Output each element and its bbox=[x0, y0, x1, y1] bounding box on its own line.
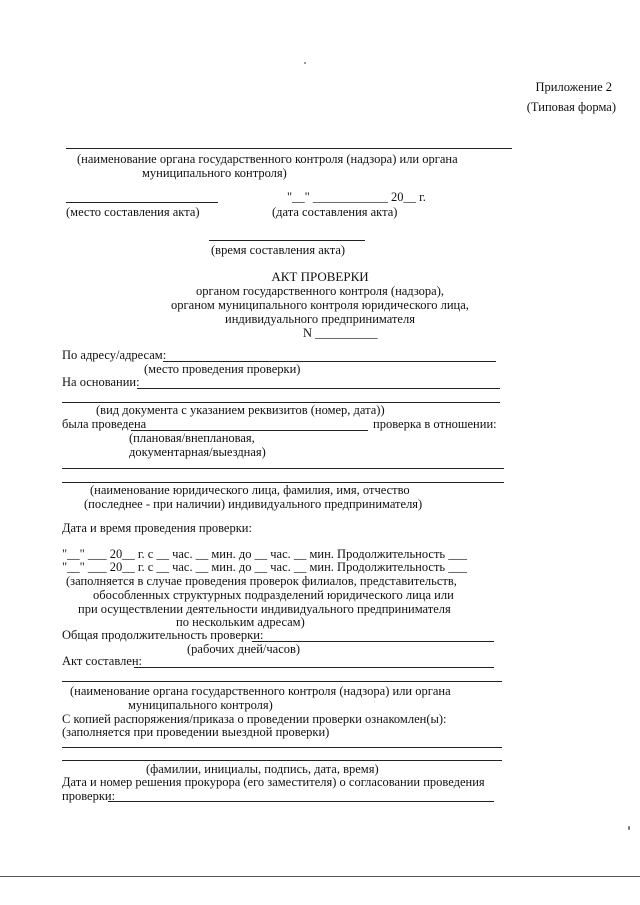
act-title: АКТ ПРОВЕРКИ bbox=[271, 269, 369, 284]
basis-line bbox=[137, 388, 500, 389]
address-caption: (место проведения проверки) bbox=[144, 362, 301, 376]
place-caption: (место составления акта) bbox=[66, 205, 200, 219]
composed-caption-line2: муниципального контроля) bbox=[128, 698, 273, 712]
composed-line-2 bbox=[62, 681, 502, 682]
authority-caption-line2: муниципального контроля) bbox=[142, 166, 287, 180]
act-number: N __________ bbox=[303, 326, 378, 340]
composed-caption-line1: (наименование органа государственного контроля (надзора) или органа bbox=[70, 684, 451, 698]
act-subtitle-line2: органом муниципального контроля юридического лица, bbox=[171, 298, 469, 312]
place-line bbox=[66, 202, 218, 203]
subject-line-1 bbox=[62, 468, 504, 469]
basis-caption: (вид документа с указанием реквизитов (номер, дата)) bbox=[96, 403, 385, 417]
copy-caption: (фамилии, инициалы, подпись, дата, время) bbox=[146, 762, 379, 776]
conducted-suffix: проверка в отношении: bbox=[373, 417, 497, 431]
authority-name-line bbox=[66, 148, 512, 149]
appendix-label: Приложение 2 bbox=[535, 80, 612, 94]
copy-line2: (заполняется при проведении выездной проверки) bbox=[62, 725, 330, 739]
composed-line bbox=[134, 667, 494, 668]
composed-label: Акт составлен: bbox=[62, 654, 143, 668]
act-subtitle-line3: индивидуального предпринимателя bbox=[225, 312, 415, 326]
duration-caption: (рабочих дней/часов) bbox=[187, 642, 301, 656]
copy-names-line-2 bbox=[62, 760, 502, 761]
scan-speck bbox=[304, 62, 306, 64]
datetime-row1: "__" ___ 20__ г. с __ час. __ мин. до __ час. __ мин. Продолжительность ___ bbox=[62, 547, 468, 561]
basis-label: На основании: bbox=[62, 375, 140, 389]
copy-names-line-1 bbox=[62, 747, 502, 748]
act-subtitle-line1: органом государственного контроля (надзора), bbox=[195, 284, 445, 298]
prosecutor-line bbox=[108, 801, 494, 802]
prosecutor-label: проверки: bbox=[62, 789, 116, 803]
conducted-caption-line1: (плановая/внеплановая, bbox=[129, 431, 255, 445]
datetime-row2: "__" ___ 20__ г. с __ час. __ мин. до __ час. __ мин. Продолжительность ___ bbox=[62, 560, 468, 574]
authority-caption-line1: (наименование органа государственного контроля (надзора) или органа bbox=[77, 152, 458, 166]
datetime-note-line3: при осуществлении деятельности индивидуального предпринимателя bbox=[78, 602, 451, 616]
conducted-label: была проведена bbox=[62, 417, 147, 431]
subject-caption-line2: (последнее - при наличии) индивидуального предпринимателя) bbox=[84, 497, 423, 511]
date-template: "__" ____________ 20__ г. bbox=[287, 190, 426, 204]
time-line bbox=[209, 240, 365, 241]
duration-label: Общая продолжительность проверки: bbox=[62, 628, 264, 642]
address-label: По адресу/адресам: bbox=[62, 348, 167, 362]
datetime-note-line2: обособленных структурных подразделений юридического лица или bbox=[93, 588, 454, 602]
datetime-note-line1: (заполняется в случае проведения проверок филиалов, представительств, bbox=[66, 574, 457, 588]
subject-caption-line1: (наименование юридического лица, фамилия, имя, отчество bbox=[90, 483, 410, 497]
datetime-note-line4: по нескольким адресам) bbox=[176, 615, 305, 629]
scan-speck bbox=[628, 826, 630, 830]
date-caption: (дата составления акта) bbox=[272, 205, 398, 219]
conducted-caption-line2: документарная/выездная) bbox=[129, 445, 266, 459]
page-bottom-rule bbox=[0, 876, 640, 877]
form-type-label: (Типовая форма) bbox=[526, 100, 616, 114]
prosecutor-line1: Дата и номер решения прокурора (его заместителя) о согласовании проведения bbox=[62, 775, 485, 789]
time-caption: (время составления акта) bbox=[211, 243, 346, 257]
datetime-label: Дата и время проведения проверки: bbox=[62, 521, 252, 535]
copy-line1: С копией распоряжения/приказа о проведении проверки ознакомлен(ы): bbox=[62, 712, 447, 726]
